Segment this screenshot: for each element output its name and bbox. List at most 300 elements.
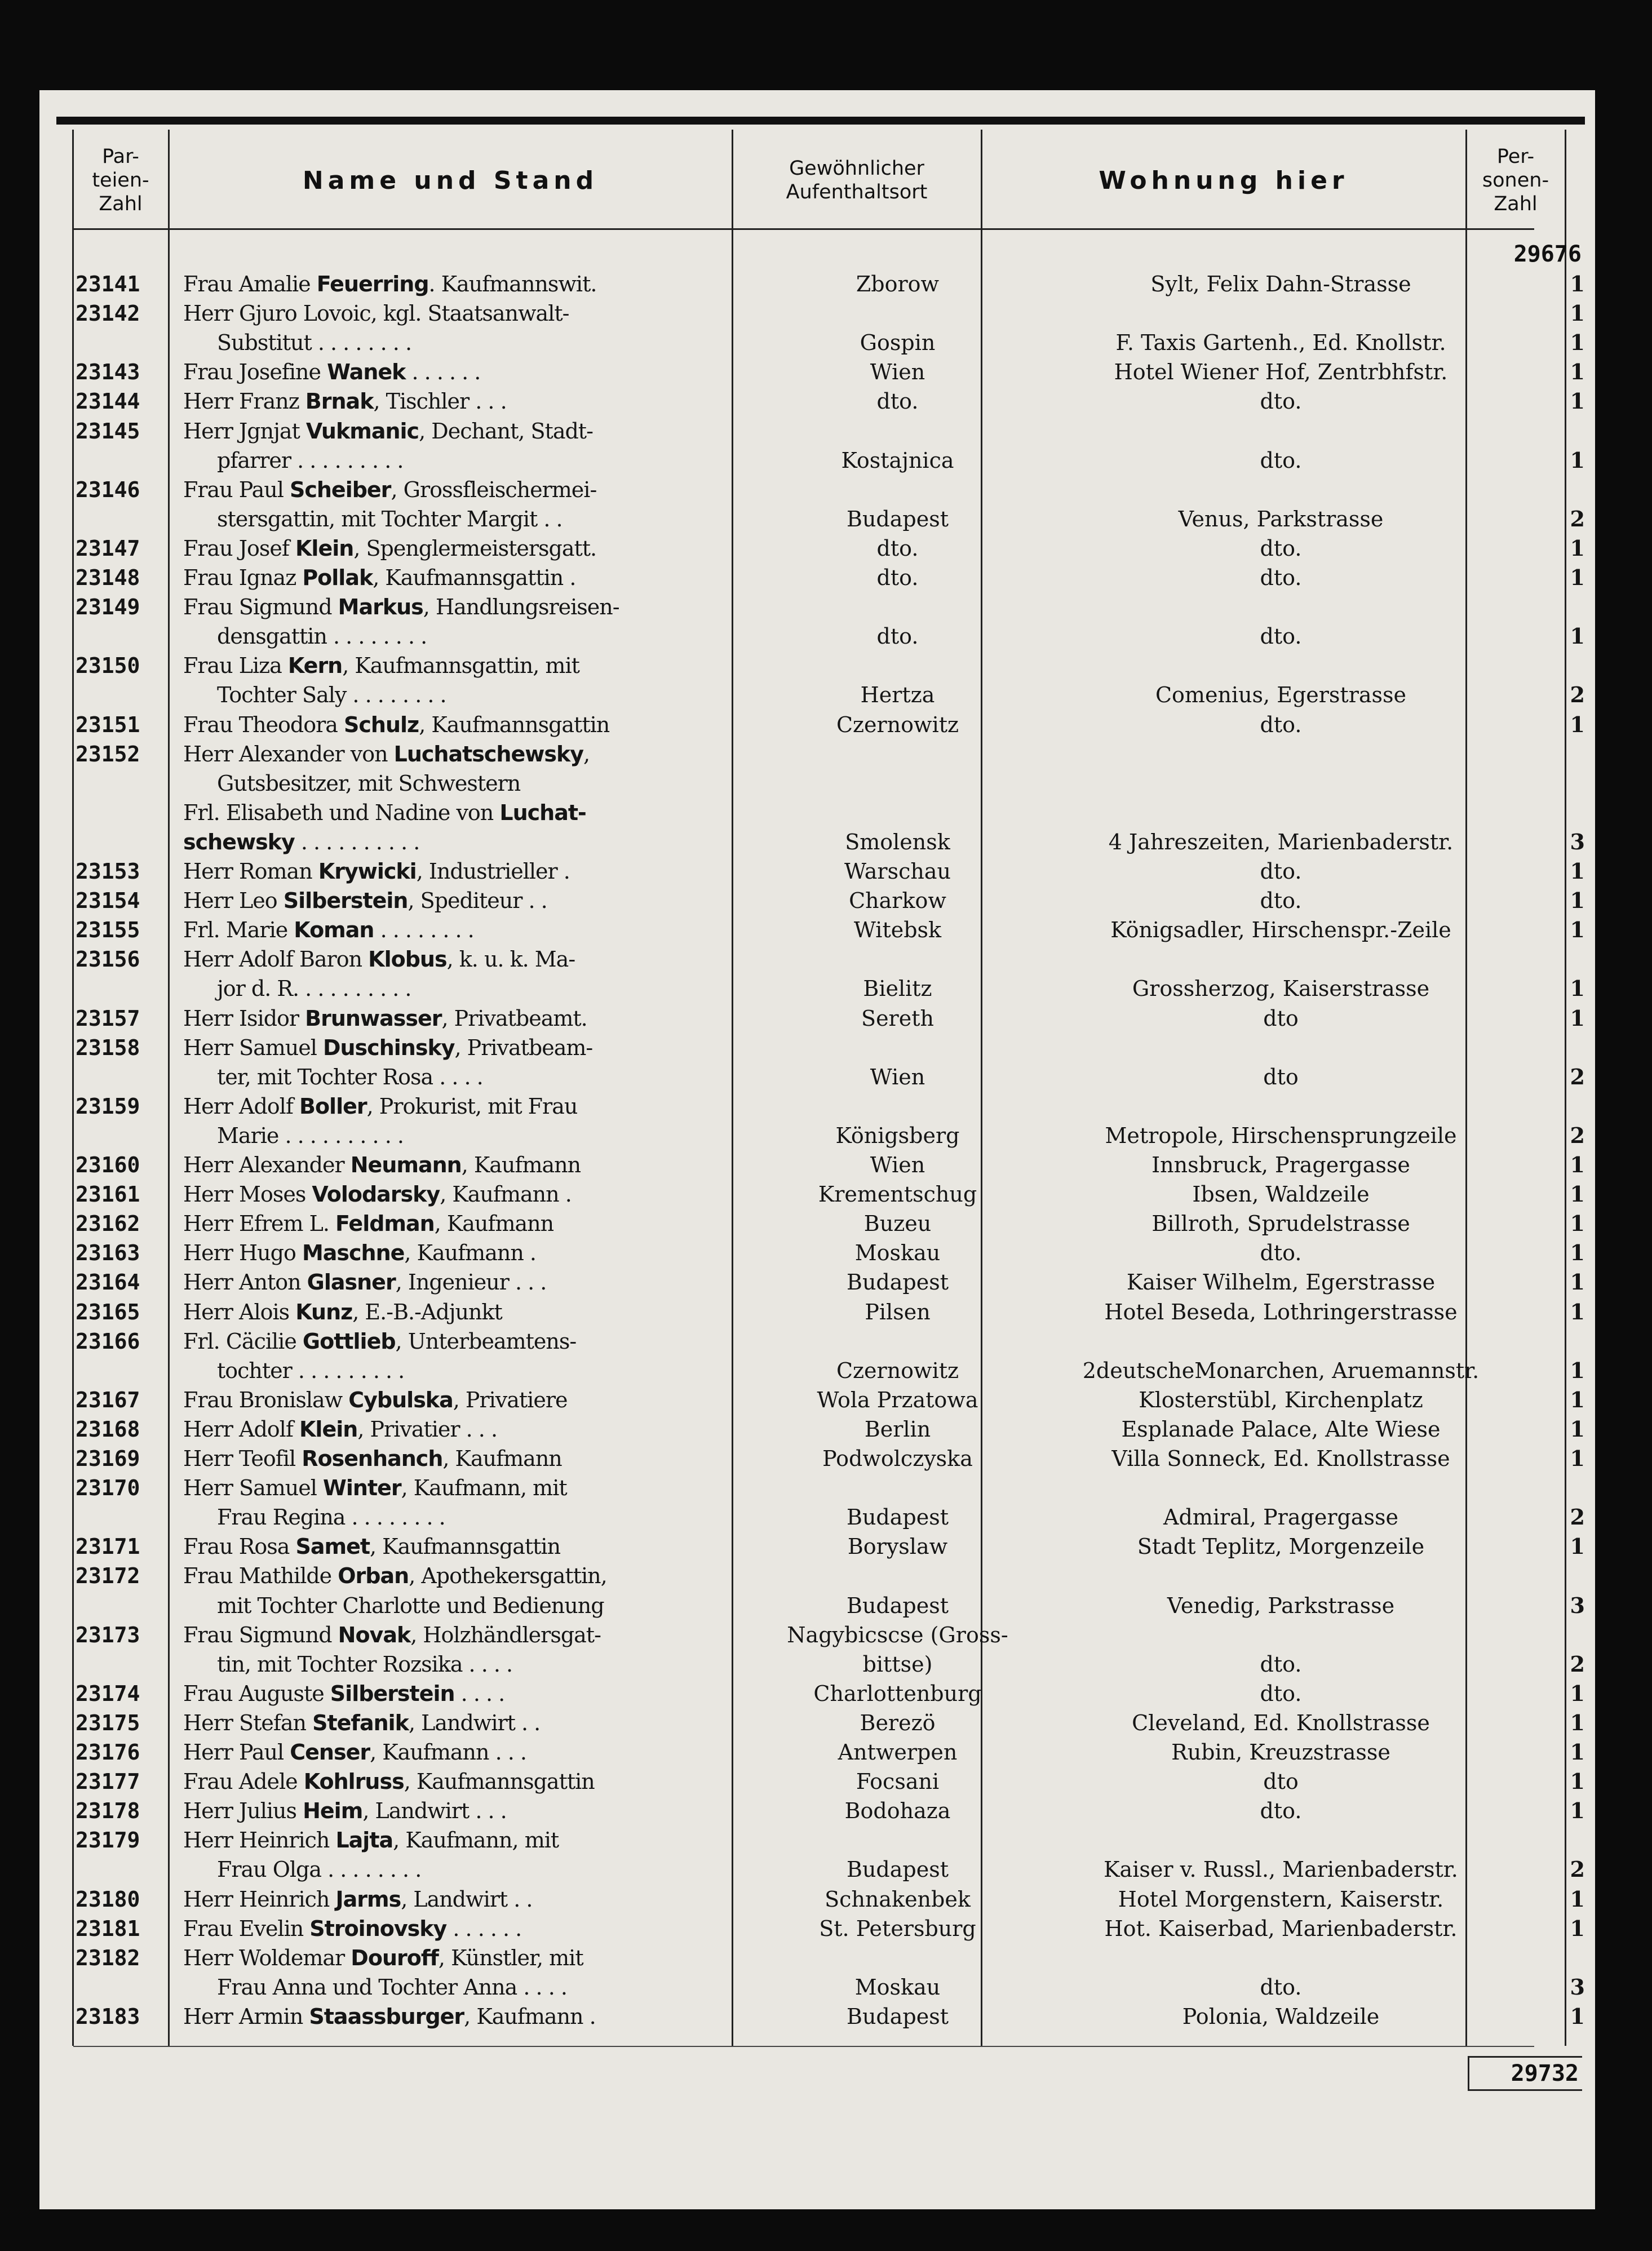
person-count: 1 [1570, 1709, 1585, 1735]
local-lodging: Cleveland, Ed. Knollstrasse [1132, 1710, 1430, 1735]
party-number: 23142 [76, 301, 140, 326]
table-row [39, 827, 1595, 857]
usual-residence: Nagybicscse (Gross- [787, 1622, 1008, 1647]
table-row [39, 680, 1595, 710]
name-and-status: Frau Adele Kohlruss, Kaufmannsgattin [183, 1769, 595, 1794]
name-and-status: Frl. Elisabeth und Nadine von Luchat- [183, 800, 586, 825]
table-row [39, 1004, 1595, 1033]
name-and-status: Herr Teofil Rosenhanch, Kaufmann [183, 1446, 562, 1471]
local-lodging: Venus, Parkstrasse [1178, 506, 1384, 531]
usual-residence: Buzeu [863, 1211, 932, 1237]
local-lodging: Hotel Morgenstern, Kaiserstr. [1118, 1886, 1444, 1912]
table-row [39, 945, 1595, 974]
party-number: 23148 [76, 565, 140, 590]
table-row [39, 739, 1595, 769]
person-count: 3 [1570, 828, 1585, 854]
name-and-status: Frau Theodora Schulz, Kaufmannsgattin [183, 712, 610, 737]
usual-residence: Krementschug [818, 1182, 977, 1207]
party-number: 23175 [76, 1710, 140, 1735]
surname: Duschinsky [322, 1035, 455, 1060]
usual-residence: Moskau [854, 1240, 941, 1266]
party-number: 23151 [76, 712, 140, 737]
party-number: 23172 [76, 1563, 140, 1589]
person-count: 1 [1570, 1769, 1585, 1794]
party-number: 23152 [76, 741, 140, 766]
usual-residence: Podwolczyska [822, 1446, 973, 1471]
table-row [39, 475, 1595, 504]
surname: Krywicki [318, 859, 417, 884]
usual-residence: Berezö [860, 1710, 936, 1735]
surname: Douroff [351, 1945, 439, 1970]
table-row [39, 592, 1595, 622]
local-lodging: dto. [1260, 859, 1302, 884]
header-origin: Gewöhnlicher Aufenthaltsort [786, 157, 928, 203]
surname: Maschne [302, 1240, 405, 1266]
table-row [39, 1561, 1595, 1590]
name-and-status: densgattin . . . . . . . . [217, 624, 427, 649]
name-and-status: Frau Sigmund Novak, Holzhändlersgat- [183, 1622, 601, 1647]
person-count: 1 [1570, 1240, 1585, 1266]
name-and-status: Herr Samuel Winter, Kaufmann, mit [183, 1475, 567, 1501]
usual-residence: Warschau [844, 859, 951, 884]
name-and-status: tin, mit Tochter Rozsika . . . . [217, 1651, 513, 1677]
local-lodging: Venedig, Parkstrasse [1167, 1593, 1395, 1618]
surname: Brunwasser [305, 1005, 442, 1031]
table-row [39, 387, 1595, 416]
local-lodging: dto. [1260, 712, 1302, 737]
local-lodging: Esplanade Palace, Alte Wiese [1121, 1416, 1441, 1442]
name-and-status: Herr Adolf Boller, Prokurist, mit Frau [183, 1093, 578, 1119]
local-lodging: Polonia, Waldzeile [1182, 2004, 1380, 2029]
usual-residence: Pilsen [865, 1299, 931, 1324]
name-and-status: Herr Adolf Klein, Privatier . . . [183, 1416, 498, 1442]
name-and-status: schewsky . . . . . . . . . . [183, 829, 420, 854]
table-row [39, 416, 1595, 446]
local-lodging: dto. [1260, 447, 1302, 473]
surname: Kohlruss [303, 1769, 404, 1794]
usual-residence: Charkow [849, 888, 946, 914]
party-number: 23167 [76, 1387, 140, 1412]
name-and-status: tochter . . . . . . . . . [217, 1358, 405, 1383]
person-count: 1 [1570, 1680, 1585, 1706]
party-number: 23168 [76, 1416, 140, 1442]
usual-residence: bittse) [862, 1651, 933, 1677]
usual-residence: Bielitz [863, 976, 932, 1002]
name-and-status: Frau Ignaz Pollak, Kaufmannsgattin . [183, 565, 576, 590]
person-count: 1 [1570, 1152, 1585, 1177]
table-row [39, 1825, 1595, 1855]
surname: Silberstein [283, 888, 408, 914]
party-number: 23161 [76, 1182, 140, 1207]
table-row [39, 1738, 1595, 1767]
table-row [39, 1209, 1595, 1238]
table-row [39, 857, 1595, 886]
local-lodging: Grossherzog, Kaiserstrasse [1132, 976, 1430, 1002]
person-count: 1 [1570, 1386, 1585, 1412]
name-and-status: Herr Alois Kunz, E.-B.-Adjunkt [183, 1299, 502, 1324]
person-count: 1 [1570, 1534, 1585, 1559]
usual-residence: Czernowitz [836, 1358, 959, 1383]
person-count: 2 [1570, 1651, 1585, 1677]
person-count: 1 [1570, 1915, 1585, 1941]
local-lodging: dto. [1260, 1974, 1302, 2000]
surname: Glasner [307, 1270, 396, 1295]
party-number: 23150 [76, 653, 140, 679]
person-count: 1 [1570, 359, 1585, 385]
local-lodging: Stadt Teplitz, Morgenzeile [1137, 1534, 1425, 1559]
table-row [39, 446, 1595, 475]
table-row [39, 1708, 1595, 1738]
usual-residence: dto. [876, 389, 919, 414]
person-count: 1 [1570, 330, 1585, 356]
local-lodging: dto. [1260, 565, 1302, 590]
table-row [39, 1503, 1595, 1532]
table-row [39, 651, 1595, 680]
surname: Vukmanic [305, 418, 419, 444]
usual-residence: dto. [876, 624, 919, 649]
surname: Kunz [295, 1299, 353, 1324]
local-lodging: Billroth, Sprudelstrasse [1151, 1211, 1410, 1237]
local-lodging: dto. [1260, 888, 1302, 914]
table-row [39, 2002, 1595, 2031]
name-and-status: Herr Paul Censer, Kaufmann . . . [183, 1740, 526, 1765]
local-lodging: 2deutscheMonarchen, Aruemannstr. [1082, 1358, 1480, 1383]
surname: Orban [338, 1563, 409, 1589]
table-row [39, 1532, 1595, 1561]
local-lodging: Hotel Beseda, Lothringerstrasse [1104, 1299, 1458, 1324]
local-lodging: Sylt, Felix Dahn-Strasse [1150, 272, 1411, 296]
name-and-status: Herr Gjuro Lovoic, kgl. Staatsanwalt- [183, 301, 569, 326]
name-and-status: Marie . . . . . . . . . . [217, 1123, 404, 1148]
surname: Klobus [368, 947, 447, 972]
party-number: 23174 [76, 1681, 140, 1706]
name-and-status: Frau Mathilde Orban, Apothekersgattin, [183, 1563, 607, 1589]
name-and-status: mit Tochter Charlotte und Bedienung [217, 1593, 604, 1618]
person-count: 1 [1570, 1798, 1585, 1824]
table-row [39, 1679, 1595, 1708]
name-and-status: Herr Stefan Stefanik, Landwirt . . [183, 1710, 541, 1735]
name-and-status: ter, mit Tochter Rosa . . . . [217, 1064, 483, 1089]
table-row [39, 1268, 1595, 1297]
local-lodging: F. Taxis Gartenh., Ed. Knollstr. [1115, 330, 1446, 356]
person-count: 2 [1570, 682, 1585, 708]
usual-residence: Sereth [861, 1005, 934, 1031]
usual-residence: Gospin [860, 330, 936, 356]
local-lodging: dto. [1260, 624, 1302, 649]
name-and-status: Herr Adolf Baron Klobus, k. u. k. Ma- [183, 947, 575, 972]
party-number: 23143 [76, 360, 140, 385]
local-lodging: Rubin, Kreuzstrasse [1171, 1740, 1390, 1765]
usual-residence: Wien [870, 1064, 925, 1089]
party-number: 23159 [76, 1093, 140, 1119]
usual-residence: Königsberg [835, 1123, 960, 1148]
usual-residence: dto. [876, 565, 919, 590]
table-row [39, 915, 1595, 945]
person-count: 1 [1570, 1446, 1585, 1471]
name-and-status: Herr Roman Krywicki, Industrieller . [183, 859, 570, 884]
table-row [39, 622, 1595, 651]
surname: Lajta [335, 1828, 393, 1853]
party-number: 23181 [76, 1916, 140, 1941]
name-and-status: Tochter Saly . . . . . . . . [217, 683, 446, 708]
local-lodging: Metropole, Hirschensprungzeile [1105, 1123, 1457, 1148]
party-number: 23182 [76, 1945, 140, 1970]
usual-residence: Antwerpen [838, 1740, 958, 1765]
party-number: 23170 [76, 1475, 140, 1501]
local-lodging: dto. [1260, 1798, 1302, 1824]
surname: Rosenhanch [302, 1446, 443, 1471]
usual-residence: Wien [870, 1153, 925, 1177]
name-and-status: Herr Jgnjat Vukmanic, Dechant, Stadt- [183, 418, 593, 444]
table-row [39, 1356, 1595, 1385]
table-row [39, 1767, 1595, 1796]
name-and-status: Frau Auguste Silberstein . . . . [183, 1681, 505, 1706]
party-number: 23144 [76, 389, 140, 414]
bottom-rule [73, 2046, 1534, 2047]
name-and-status: Frau Liza Kern, Kaufmannsgattin, mit [183, 653, 579, 679]
party-number: 23166 [76, 1328, 140, 1354]
surname: Samet [295, 1534, 370, 1559]
person-count: 2 [1570, 506, 1585, 531]
table-row [39, 1062, 1595, 1092]
person-count: 1 [1570, 388, 1585, 414]
usual-residence: Budapest [847, 2004, 949, 2029]
person-count: 1 [1570, 1269, 1585, 1295]
usual-residence: dto. [876, 535, 919, 561]
person-count: 2 [1570, 1504, 1585, 1530]
table-row [39, 1620, 1595, 1650]
local-lodging: 4 Jahreszeiten, Marienbaderstr. [1108, 829, 1454, 854]
party-number: 23162 [76, 1211, 140, 1237]
local-lodging: Klosterstübl, Kirchenplatz [1139, 1387, 1423, 1412]
party-number: 23179 [76, 1828, 140, 1853]
surname: Feuerring [316, 272, 429, 296]
surname: Volodarsky [312, 1182, 440, 1207]
local-lodging: dto. [1260, 1651, 1302, 1677]
usual-residence: Witebsk [853, 918, 942, 943]
surname: Wanek [327, 360, 406, 385]
name-and-status: Herr Leo Silberstein, Spediteur . . [183, 888, 547, 914]
table-row [39, 710, 1595, 739]
party-number: 23147 [76, 535, 140, 561]
party-number: 23176 [76, 1740, 140, 1765]
usual-residence: Budapest [847, 1857, 949, 1882]
name-and-status: pfarrer . . . . . . . . . [217, 447, 404, 473]
name-and-status: Gutsbesitzer, mit Schwestern [217, 770, 521, 796]
name-and-status: Herr Anton Glasner, Ingenieur . . . [183, 1270, 547, 1295]
page-total: 29732 [1468, 2056, 1582, 2091]
name-and-status: Frau Paul Scheiber, Grossfleischermei- [183, 477, 597, 502]
surname: Markus [338, 595, 423, 620]
party-number: 23164 [76, 1270, 140, 1295]
table-row [39, 1327, 1595, 1356]
name-and-status: Frau Bronislaw Cybulska, Privatiere [183, 1387, 568, 1412]
surname: Staassburger [309, 2004, 464, 2029]
carried-forward-total: 29676 [1513, 241, 1582, 267]
usual-residence: Schnakenbek [825, 1886, 971, 1912]
surname: Brnak [305, 389, 374, 414]
local-lodging: Villa Sonneck, Ed. Knollstrasse [1111, 1446, 1450, 1471]
person-count: 3 [1570, 1592, 1585, 1618]
name-and-status: Herr Heinrich Lajta, Kaufmann, mit [183, 1828, 559, 1853]
usual-residence: Wola Przatowa [817, 1387, 978, 1412]
name-and-status: Frau Olga . . . . . . . . [217, 1857, 422, 1882]
table-row [39, 357, 1595, 387]
local-lodging: Kaiser Wilhelm, Egerstrasse [1126, 1270, 1436, 1295]
usual-residence: St. Petersburg [819, 1916, 976, 1941]
surname: Koman [294, 918, 374, 943]
local-lodging: dto [1263, 1769, 1299, 1794]
person-count: 1 [1570, 271, 1585, 296]
table-row [39, 563, 1595, 592]
table-row [39, 269, 1595, 299]
surname: Gottlieb [302, 1328, 396, 1354]
surname: Neumann [350, 1153, 462, 1177]
name-and-status: Frl. Marie Koman . . . . . . . . [183, 918, 474, 943]
name-and-status: Herr Isidor Brunwasser, Privatbeamt. [183, 1005, 587, 1031]
surname: Boller [299, 1093, 367, 1119]
person-count: 1 [1570, 300, 1585, 326]
person-count: 1 [1570, 888, 1585, 914]
party-number: 23154 [76, 888, 140, 914]
table-row [39, 1150, 1595, 1180]
name-and-status: jor d. R. . . . . . . . . . [217, 976, 411, 1002]
table-row [39, 974, 1595, 1003]
table-row [39, 1180, 1595, 1209]
local-lodging: Kaiser v. Russl., Marienbaderstr. [1104, 1857, 1458, 1882]
person-count: 1 [1570, 2003, 1585, 2029]
usual-residence: Bodohaza [844, 1798, 951, 1824]
usual-residence: Focsani [856, 1769, 940, 1794]
name-and-status: Herr Samuel Duschinsky, Privatbeam- [183, 1035, 593, 1060]
register-page [39, 90, 1595, 2209]
name-and-status: Frau Regina . . . . . . . . [217, 1505, 445, 1530]
table-row [39, 1033, 1595, 1062]
party-number: 23160 [76, 1153, 140, 1177]
party-number: 23178 [76, 1798, 140, 1824]
party-number: 23171 [76, 1534, 140, 1559]
table-row [39, 1591, 1595, 1620]
surname: Scheiber [289, 477, 391, 502]
person-count: 1 [1570, 1357, 1585, 1383]
local-lodging: Innsbruck, Pragergasse [1151, 1153, 1410, 1177]
name-and-status: Frau Evelin Stroinovsky . . . . . . [183, 1916, 522, 1941]
person-count: 1 [1570, 623, 1585, 649]
table-row [39, 1650, 1595, 1679]
surname: Klein [299, 1416, 358, 1442]
party-number: 23173 [76, 1622, 140, 1647]
surname: Feldman [335, 1211, 435, 1237]
local-lodging: Admiral, Pragergasse [1163, 1505, 1398, 1530]
top-rule [56, 117, 1585, 125]
surname: Censer [290, 1740, 370, 1765]
table-row [39, 1914, 1595, 1943]
surname: Pollak [302, 565, 373, 590]
person-count: 1 [1570, 1739, 1585, 1765]
usual-residence: Budapest [847, 1593, 949, 1618]
party-number: 23177 [76, 1769, 140, 1794]
local-lodging: dto. [1260, 389, 1302, 414]
name-and-status: Frau Sigmund Markus, Handlungsreisen- [183, 595, 619, 620]
person-count: 1 [1570, 976, 1585, 1002]
table-row [39, 1973, 1595, 2002]
local-lodging: dto [1263, 1005, 1299, 1031]
table-row [39, 1796, 1595, 1825]
surname: Jarms [335, 1886, 401, 1912]
table-row [39, 1415, 1595, 1444]
party-number: 23165 [76, 1299, 140, 1324]
person-count: 1 [1570, 535, 1585, 561]
person-count: 1 [1570, 858, 1585, 884]
party-number: 23158 [76, 1035, 140, 1060]
person-count: 3 [1570, 1974, 1585, 2000]
surname: Luchat- [499, 800, 586, 825]
name-and-status: Herr Woldemar Douroff, Künstler, mit [183, 1945, 583, 1970]
name-and-status: Herr Efrem L. Feldman, Kaufmann [183, 1211, 554, 1237]
table-row [39, 1885, 1595, 1914]
local-lodging: Hotel Wiener Hof, Zentrbhfstr. [1114, 360, 1448, 385]
table-row [39, 1855, 1595, 1884]
surname: Kern [287, 653, 343, 679]
table-row [39, 1092, 1595, 1121]
usual-residence: Budapest [847, 1505, 949, 1530]
header-rule [73, 228, 1534, 230]
party-number: 23153 [76, 859, 140, 884]
surname: Luchatschewsky [393, 741, 584, 766]
table-row [39, 886, 1595, 915]
party-number: 23169 [76, 1446, 140, 1471]
header-residence: Wohnung hier [1099, 166, 1349, 195]
surname: Cybulska [348, 1387, 453, 1412]
name-and-status: Frau Josefine Wanek . . . . . . [183, 360, 481, 385]
party-number: 23157 [76, 1005, 140, 1031]
person-count: 1 [1570, 711, 1585, 737]
surname: Klein [295, 535, 354, 561]
local-lodging: dto. [1260, 1681, 1302, 1706]
local-lodging: Hot. Kaiserbad, Marienbaderstr. [1104, 1916, 1458, 1941]
party-number: 23156 [76, 947, 140, 972]
person-count: 2 [1570, 1122, 1585, 1148]
name-and-status: Herr Hugo Maschne, Kaufmann . [183, 1240, 536, 1266]
usual-residence: Moskau [854, 1974, 941, 2000]
usual-residence: Kostajnica [841, 447, 954, 473]
header-number: Par- teien- Zahl [92, 145, 149, 215]
party-number: 23155 [76, 918, 140, 943]
table-row [39, 1473, 1595, 1503]
local-lodging: dto. [1260, 1240, 1302, 1266]
surname: Novak [338, 1622, 411, 1647]
surname: Winter [322, 1475, 401, 1501]
name-and-status: stersgattin, mit Tochter Margit . . [217, 506, 563, 531]
usual-residence: Charlottenburg [813, 1681, 982, 1706]
person-count: 1 [1570, 565, 1585, 590]
party-number: 23180 [76, 1886, 140, 1912]
surname: Stefanik [312, 1710, 409, 1735]
table-row [39, 299, 1595, 328]
header-persons: Per- sonen- Zahl [1482, 145, 1549, 215]
party-number: 23141 [76, 272, 140, 296]
person-count: 1 [1570, 1181, 1585, 1207]
table-row [39, 1444, 1595, 1473]
table-row [39, 798, 1595, 827]
table-row [39, 1238, 1595, 1268]
surname: Stroinovsky [309, 1916, 447, 1941]
person-count: 2 [1570, 1064, 1585, 1089]
table-row [39, 769, 1595, 798]
usual-residence: Budapest [847, 1270, 949, 1295]
surname: schewsky [183, 829, 295, 854]
table-row [39, 504, 1595, 534]
